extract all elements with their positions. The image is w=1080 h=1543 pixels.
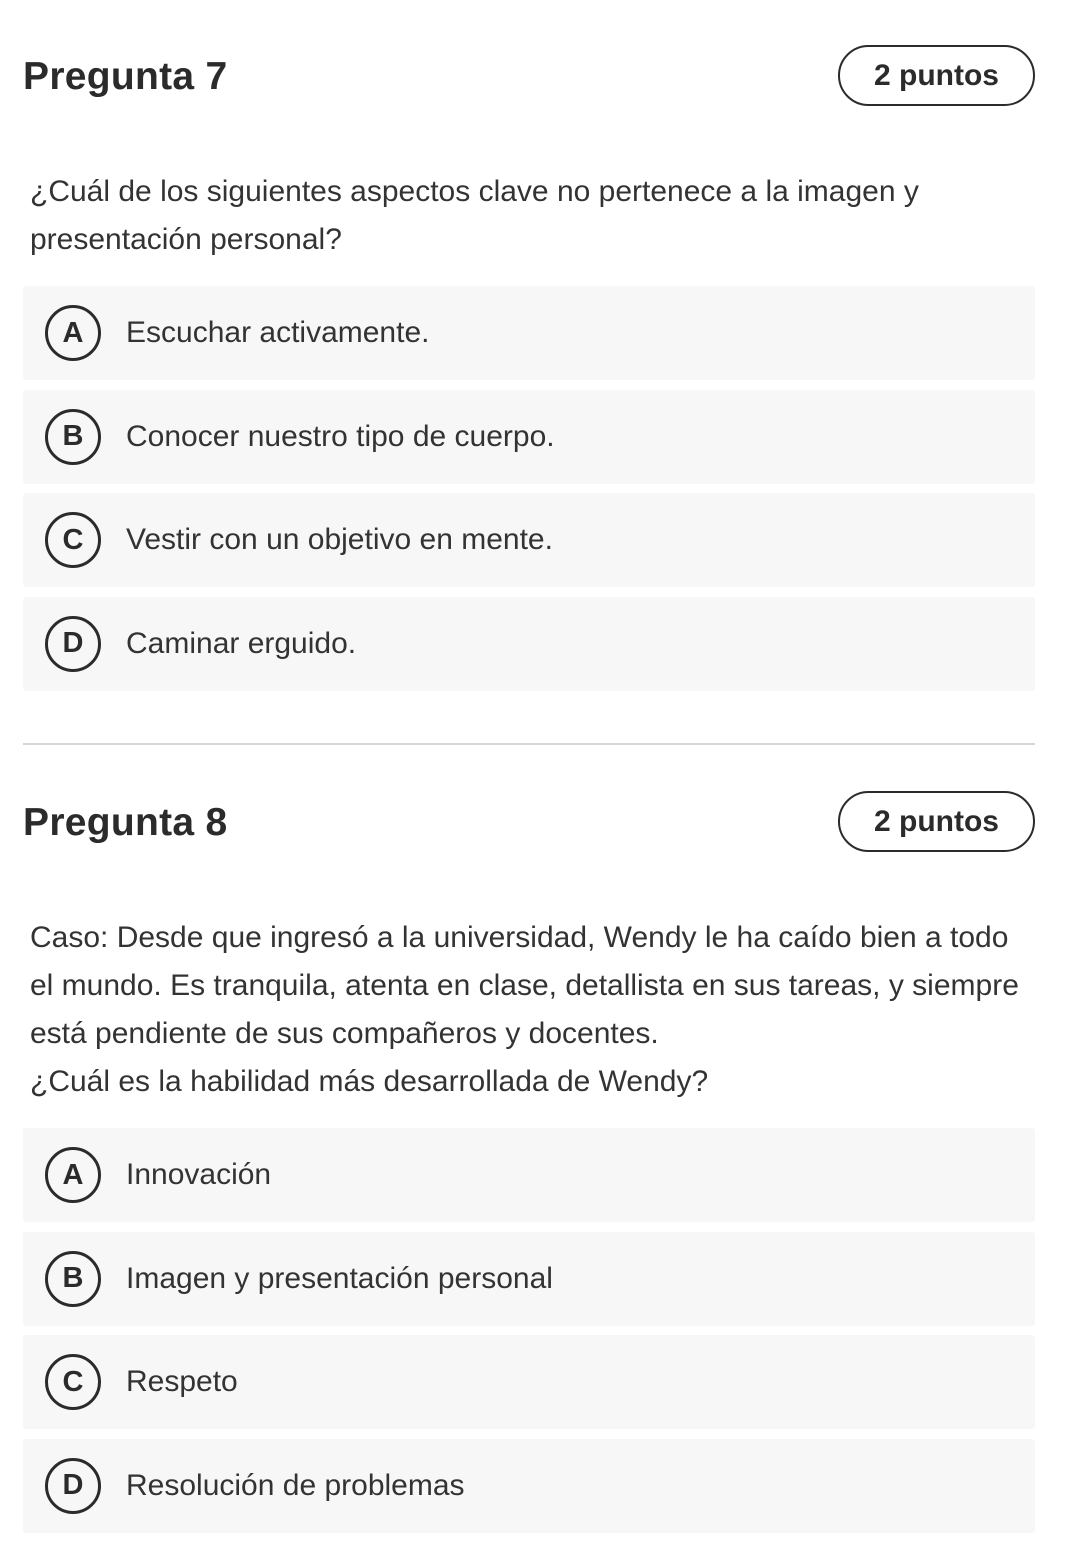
option-d[interactable] [23,597,1035,691]
question-header [23,0,1035,120]
question-case-text: Caso: Desde que ingresó a la universidad, Wendy le ha caído bien a todo el mundo. Es tranquila, atenta en clase, detallista en sus tareas, y siempre está pendiente de sus compañeros y docentes. [30,921,1019,1050]
option-c[interactable] [23,1335,1035,1429]
question-text [30,168,1030,264]
question-title: Pregunta 7 [23,55,228,98]
option-letter-badge: B [45,409,101,465]
option-letter-badge: C [45,1354,101,1410]
option-d[interactable] [23,1439,1035,1533]
option-a[interactable] [23,1128,1035,1222]
option-label: Resolución de problemas [126,1468,465,1502]
option-label: Escuchar activamente. [126,316,430,349]
option-letter-badge: C [45,512,101,568]
option-letter-badge: A [45,1147,101,1203]
question-header [23,746,1035,866]
option-a[interactable] [23,286,1035,380]
option-label: Innovación [126,1158,272,1191]
option-letter-badge: A [45,305,101,361]
option-label: Respeto [126,1365,238,1398]
answer-options [23,286,1035,700]
question-7 [23,0,1035,660]
option-label: Caminar erguido. [126,626,357,660]
option-label: Conocer nuestro tipo de cuerpo. [126,419,555,453]
points-badge: 2 puntos [838,45,1035,106]
points-badge: 2 puntos [838,791,1035,852]
question-prompt-text: ¿Cuál es la habilidad más desarrollada de Wendy? [30,1065,709,1098]
question-divider [23,743,1035,745]
question-text [30,914,1030,1106]
option-b[interactable] [23,1232,1035,1326]
question-text-line: ¿Cuál de los siguientes aspectos clave no pertenece a la imagen y presentación personal? [30,175,919,256]
option-letter-badge: B [45,1251,101,1307]
option-b[interactable] [23,390,1035,484]
answer-options [23,1128,1035,1542]
option-c[interactable] [23,493,1035,587]
option-letter-badge: D [45,616,101,672]
question-8 [23,746,1035,1502]
option-label: Vestir con un objetivo en mente. [126,523,553,556]
option-label: Imagen y presentación personal [126,1261,553,1295]
question-title: Pregunta 8 [23,801,228,844]
option-letter-badge: D [45,1458,101,1514]
